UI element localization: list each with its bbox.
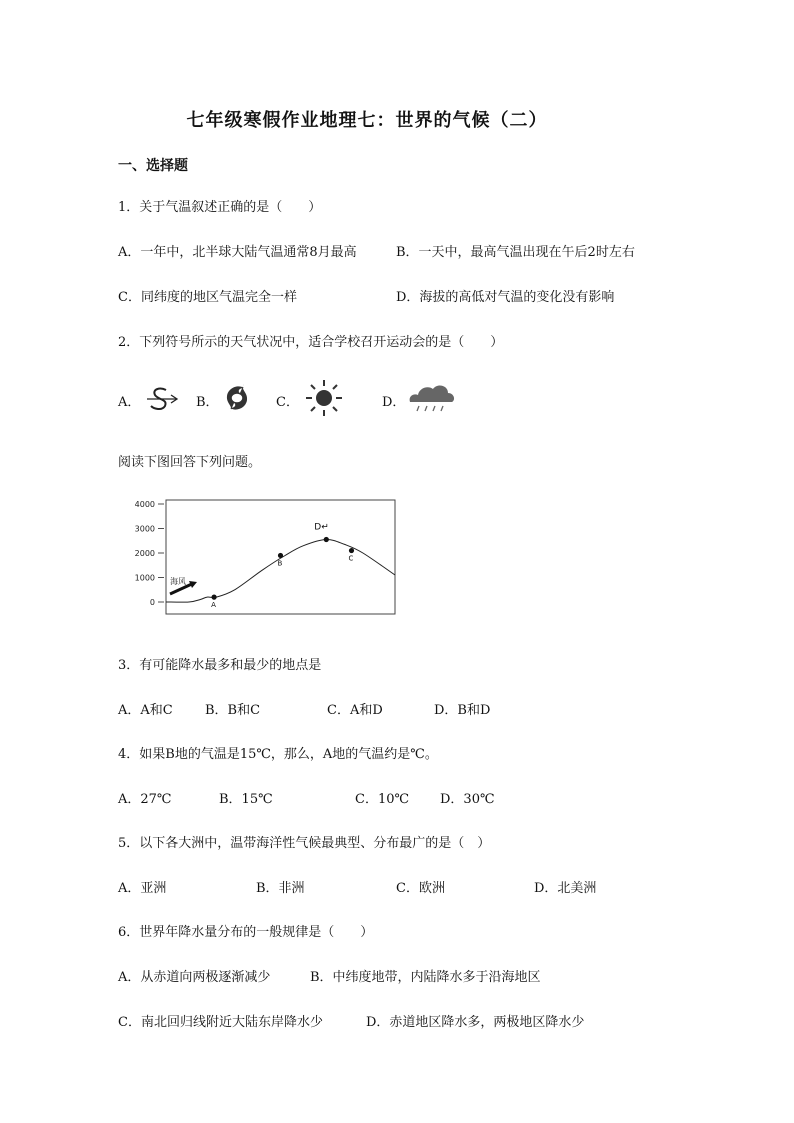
question-5-option-d: D．北美洲 xyxy=(534,881,597,896)
question-4-option-b: B．15℃ xyxy=(219,792,273,807)
question-1-option-d: D．海拔的高低对气温的变化没有影响 xyxy=(396,290,615,305)
question-4-option-a: A．27℃ xyxy=(118,792,172,807)
typhoon-icon xyxy=(222,382,252,414)
question-4-stem: 4．如果B地的气温是15℃，那么，A地的气温约是℃。 xyxy=(118,747,438,762)
question-2-option-d: D． xyxy=(382,395,406,410)
question-1-option-a: A．一年中，北半球大陆气温通常8月最高 xyxy=(118,245,357,260)
question-1-stem: 1．关于气温叙述正确的是（ ） xyxy=(118,200,322,215)
question-5-option-a: A．亚洲 xyxy=(118,881,167,896)
question-6-option-d: D．赤道地区降水多，两极地区降水少 xyxy=(366,1015,585,1030)
point-d-marker xyxy=(324,537,329,542)
page-title: 七年级寒假作业地理七：世界的气候（二） xyxy=(186,110,548,131)
sandstorm-icon xyxy=(146,385,180,413)
section-heading: 一、选择题 xyxy=(118,158,188,174)
question-3-option-d: D．B和D xyxy=(434,703,491,718)
point-a-marker xyxy=(211,595,216,600)
y-tick-label-4: 4000 xyxy=(134,500,155,509)
sunny-icon xyxy=(302,378,346,418)
rain-icon xyxy=(406,380,458,414)
question-3-option-c: C．A和D xyxy=(327,703,383,718)
question-1-option-b: B．一天中，最高气温出现在午后2时左右 xyxy=(396,245,635,260)
point-d-label: D↵ xyxy=(314,522,329,533)
question-6-stem: 6．世界年降水量分布的一般规律是（ ） xyxy=(118,925,374,940)
question-4-option-d: D．30℃ xyxy=(440,792,495,807)
question-2-option-a: A． xyxy=(118,395,141,410)
question-6-option-c: C．南北回归线附近大陆东岸降水少 xyxy=(118,1015,323,1030)
question-2-option-c: C． xyxy=(276,395,299,410)
question-5-option-b: B．非洲 xyxy=(256,881,305,896)
question-6-option-a: A．从赤道向两极逐渐减少 xyxy=(118,970,271,985)
elevation-profile-chart xyxy=(126,495,398,617)
question-4-option-c: C．10℃ xyxy=(355,792,410,807)
question-2-option-b: B． xyxy=(196,395,219,410)
question-5-option-c: C．欧洲 xyxy=(396,881,445,896)
reading-prompt: 阅读下图回答下列问题。 xyxy=(118,455,262,470)
y-tick-label-1: 1000 xyxy=(134,573,155,583)
point-c-marker xyxy=(349,548,354,553)
y-tick-label-3: 3000 xyxy=(134,524,155,534)
question-3-stem: 3．有可能降水最多和最少的地点是 xyxy=(118,658,322,673)
y-tick-label-0: 0 xyxy=(149,598,155,607)
terrain-profile-line xyxy=(166,539,395,602)
sea-wind-label: 海风 xyxy=(170,577,186,586)
point-b-label: B xyxy=(277,559,283,568)
point-c-label: C xyxy=(348,554,354,563)
question-3-option-a: A．A和C xyxy=(118,703,173,718)
question-1-option-c: C．同纬度的地区气温完全一样 xyxy=(118,290,297,305)
question-3-option-b: B．B和C xyxy=(205,703,261,718)
question-2-stem: 2．下列符号所示的天气状况中，适合学校召开运动会的是（ ） xyxy=(118,335,504,350)
question-5-stem: 5．以下各大洲中，温带海洋性气候最典型、分布最广的是（ ） xyxy=(118,836,491,851)
y-tick-label-2: 2000 xyxy=(134,549,155,558)
point-a-label: A xyxy=(211,601,216,610)
question-6-option-b: B．中纬度地带，内陆降水多于沿海地区 xyxy=(310,970,541,985)
point-b-marker xyxy=(278,553,283,558)
